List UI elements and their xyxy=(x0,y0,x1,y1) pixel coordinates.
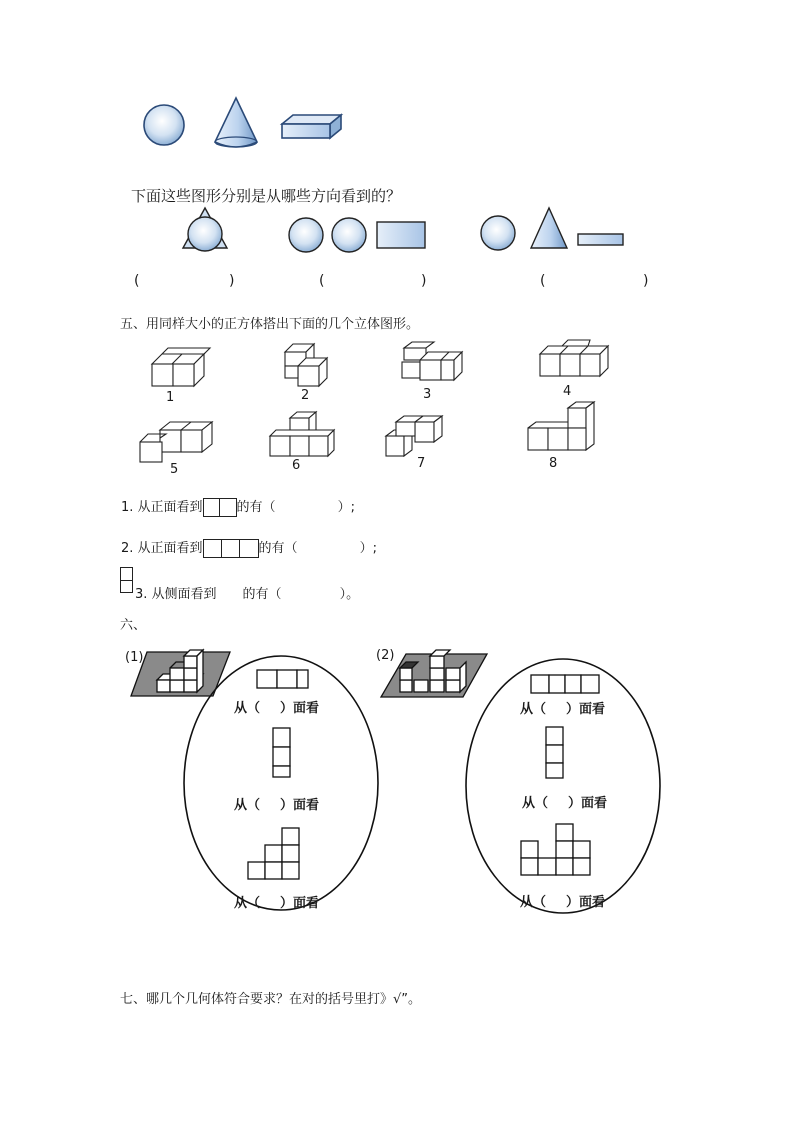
fig2-view-side xyxy=(546,727,563,778)
section6-title: 六、 xyxy=(120,618,147,633)
section5-q3 xyxy=(135,583,359,602)
vertical-two-squares-icon xyxy=(120,567,133,593)
paren-left-2: ( xyxy=(319,273,325,289)
q1-text-b: 的有（ xyxy=(236,500,276,515)
q2-text-a: 2. 从正面看到 xyxy=(121,541,203,556)
cone-shape xyxy=(215,98,257,147)
cube-figure-8 xyxy=(528,402,594,450)
figure-label-2: 2 xyxy=(301,388,310,403)
section7-title: 七、哪几个几何体符合要求？在对的括号里打》√”。 xyxy=(120,992,422,1007)
section5-q2 xyxy=(121,537,377,558)
q1-text-a: 1. 从正面看到 xyxy=(121,500,203,515)
fig1-label: (1) xyxy=(125,650,144,665)
paren-right-2: ) xyxy=(421,273,427,289)
section5-q1 xyxy=(121,496,355,517)
view-group-1 xyxy=(183,208,227,251)
cuboid-shape xyxy=(282,115,341,138)
q3-text-a: 3. 从侧面看到 xyxy=(135,587,217,602)
fig2-view-top xyxy=(531,675,599,693)
section5-title: 五、用同样大小的正方体搭出下面的几个立体图形。 xyxy=(120,317,420,332)
fig1-caption-2: 从（ ）面看 xyxy=(234,798,320,813)
section4-question: 下面这些图形分别是从哪些方向看到的？ xyxy=(131,187,402,205)
cube-figure-4 xyxy=(540,340,608,376)
fig1-view-front xyxy=(248,828,299,879)
paren-right-1: ) xyxy=(229,273,235,289)
fig2-caption-3: 从（ ）面看 xyxy=(520,895,606,910)
cube-figure-2 xyxy=(285,344,327,386)
fig1-caption-3: 从（ ）面看 xyxy=(234,896,320,911)
fig2-view-front xyxy=(521,824,590,875)
q2-text-c: ）; xyxy=(359,541,377,556)
figure-label-1: 1 xyxy=(166,390,175,405)
cube-figure-6 xyxy=(270,412,334,456)
three-squares-icon xyxy=(203,539,259,558)
fig2-caption-1: 从（ ）面看 xyxy=(520,702,606,717)
figure-label-5: 5 xyxy=(170,462,179,477)
figure-label-7: 7 xyxy=(417,456,426,471)
two-squares-icon xyxy=(203,498,237,517)
figure-label-6: 6 xyxy=(292,458,301,473)
q3-text-b: 的有（ xyxy=(242,587,282,602)
fig1-caption-1: 从（ ）面看 xyxy=(234,701,320,716)
cube-figure-3 xyxy=(402,342,462,380)
figure-label-3: 3 xyxy=(423,387,432,402)
cube-figure-7 xyxy=(386,416,442,456)
paren-left-3: ( xyxy=(540,273,546,289)
cube-figure-5 xyxy=(140,422,212,462)
view-shapes xyxy=(0,200,794,260)
paren-right-3: ) xyxy=(643,273,649,289)
view-group-2 xyxy=(289,218,425,252)
view-group-3 xyxy=(481,208,623,250)
fig1-view-top xyxy=(257,670,308,688)
paren-left-1: ( xyxy=(134,273,140,289)
fig1-view-side xyxy=(273,728,290,777)
sphere-shape xyxy=(144,105,184,145)
cube-figure-1 xyxy=(152,348,210,386)
fig2-solid xyxy=(381,650,487,697)
fig2-caption-2: 从（ ）面看 xyxy=(522,796,608,811)
section6-figures xyxy=(0,640,794,940)
top-solids xyxy=(0,0,794,160)
q1-text-c: ）; xyxy=(337,500,355,515)
q3-text-c: ）。 xyxy=(339,587,360,602)
figure-label-4: 4 xyxy=(563,384,572,399)
figure-label-8: 8 xyxy=(549,456,558,471)
q2-text-b: 的有（ xyxy=(258,541,298,556)
cube-figures xyxy=(0,338,794,468)
fig2-label: (2) xyxy=(376,648,395,663)
